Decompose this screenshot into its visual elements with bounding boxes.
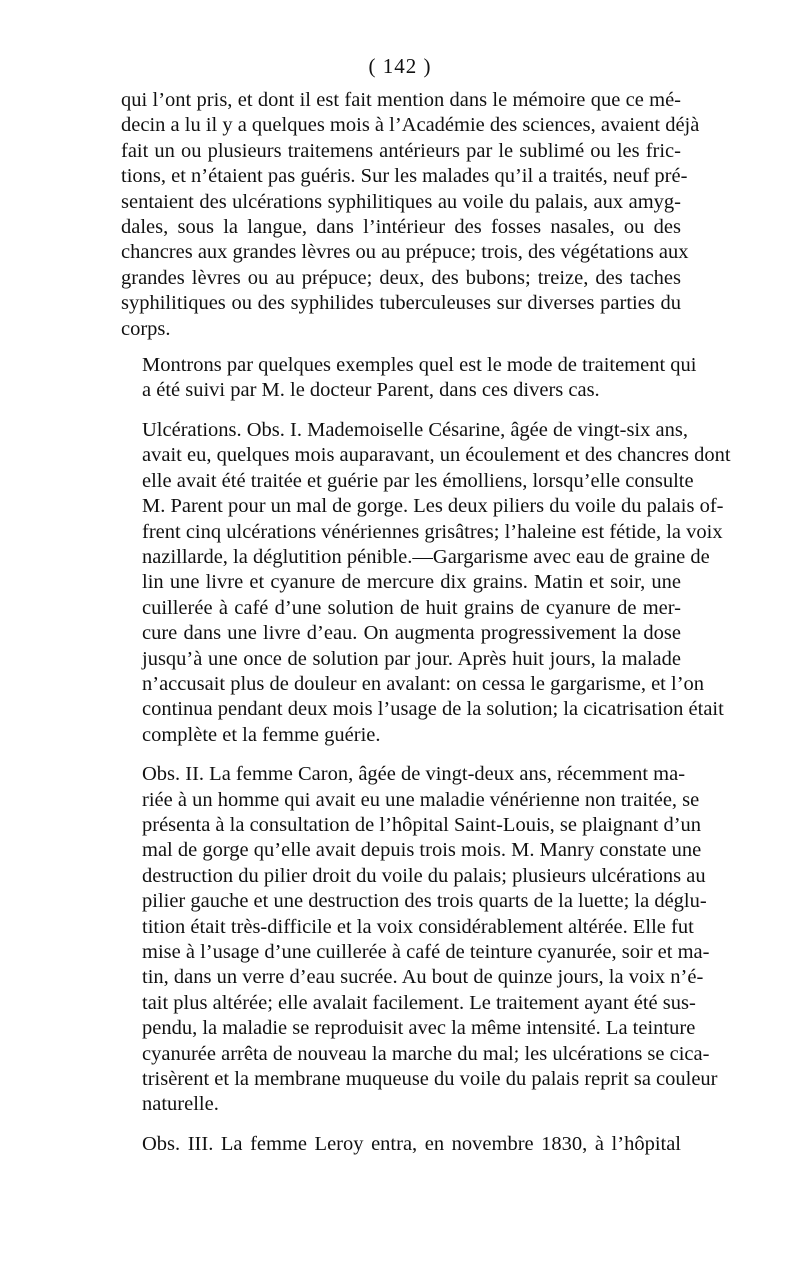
paragraph bbox=[121, 762, 718, 1118]
text-line: jusqu’à une once de solution par jour. Après huit jours, la malade bbox=[142, 647, 681, 670]
text-line: a été suivi par M. le docteur Parent, dans ces divers cas. bbox=[142, 379, 600, 402]
text-line: tions, et n’étaient pas guéris. Sur les malades qu’il a traités, neuf pré- bbox=[121, 165, 688, 188]
text-line: présenta à la consultation de l’hôpital Saint-Louis, se plaignant d’un bbox=[142, 813, 702, 836]
text-line: nazillarde, la déglutition pénible.—Gargarisme avec eau de graine de bbox=[142, 545, 710, 568]
text-line: qui l’ont pris, et dont il est fait mention dans le mémoire que ce mé- bbox=[121, 89, 681, 111]
text-line: riée à un homme qui avait eu une maladie vénérienne non traitée, se bbox=[142, 788, 700, 811]
text-line: sentaient des ulcérations syphilitiques au voile du palais, aux amyg- bbox=[121, 190, 681, 213]
text-line: complète et la femme guérie. bbox=[142, 723, 381, 746]
text-line: avait eu, quelques mois auparavant, un écoulement et des chancres dont bbox=[142, 444, 731, 467]
text-line: grandes lèvres ou au prépuce; deux, des bubons; treize, des taches bbox=[121, 266, 681, 289]
text-line: lin une livre et cyanure de mercure dix grains. Matin et soir, une bbox=[142, 571, 681, 594]
body-text bbox=[121, 88, 731, 1157]
paragraph bbox=[121, 353, 697, 404]
text-line: pendu, la maladie se reproduisit avec la même intensité. La teinture bbox=[142, 1017, 696, 1040]
text-line: cure dans une livre d’eau. On augmenta progressivement la dose bbox=[142, 622, 681, 645]
text-line: continua pendant deux mois l’usage de la solution; la cicatrisation était bbox=[142, 698, 724, 721]
text-line: Ulcérations. Obs. I. Mademoiselle Césarine, âgée de vingt-six ans, bbox=[142, 418, 688, 441]
text-line: tin, dans un verre d’eau sucrée. Au bout de quinze jours, la voix n’é- bbox=[142, 966, 704, 989]
text-line: chancres aux grandes lèvres ou au prépuce; trois, des végétations aux bbox=[121, 241, 689, 264]
text-line: cyanurée arrêta de nouveau la marche du mal; les ulcérations se cica- bbox=[142, 1042, 710, 1065]
text-line: tait plus altérée; elle avalait facilement. Le traitement ayant été sus- bbox=[142, 991, 696, 1014]
text-line: tition était très-difficile et la voix considérablement altérée. Elle fut bbox=[142, 915, 694, 938]
text-line: dales, sous la langue, dans l’intérieur des fosses nasales, ou des bbox=[121, 216, 681, 239]
text-line: M. Parent pour un mal de gorge. Les deux piliers du voile du palais of- bbox=[142, 495, 724, 518]
text-line: Obs. II. La femme Caron, âgée de vingt-deux ans, récemment ma- bbox=[142, 763, 686, 786]
text-line: corps. bbox=[121, 317, 171, 340]
text-line: destruction du pilier droit du voile du palais; plusieurs ulcérations au bbox=[142, 864, 706, 887]
text-line: elle avait été traitée et guérie par les émolliens, lorsqu’elle consulte bbox=[142, 469, 694, 492]
text-line: pilier gauche et une destruction des trois quarts de la luette; la déglu- bbox=[142, 890, 707, 913]
text-line: mise à l’usage d’une cuillerée à café de teinture cyanurée, soir et ma- bbox=[142, 941, 710, 963]
text-line: cuillerée à café d’une solution de huit grains de cyanure de mer- bbox=[142, 596, 681, 619]
text-line: Montrons par quelques exemples quel est le mode de traitement qui bbox=[142, 354, 697, 377]
text-line: n’accusait plus de douleur en avalant: on cessa le gargarisme, et l’on bbox=[142, 672, 705, 695]
text-line: Obs. III. La femme Leroy entra, en novembre 1830, à l’hôpital bbox=[142, 1132, 681, 1155]
text-line: frent cinq ulcérations vénériennes grisâtres; l’haleine est fétide, la voix bbox=[142, 520, 723, 543]
paragraph bbox=[121, 1132, 681, 1157]
text-line: mal de gorge qu’elle avait depuis trois mois. M. Manry constate une bbox=[142, 839, 702, 862]
text-line: syphilitiques ou des syphilides tuberculeuses sur diverses parties du bbox=[121, 292, 681, 315]
text-line: decin a lu il y a quelques mois à l’Académie des sciences, avaient déjà bbox=[121, 114, 700, 137]
page-number: ( 142 ) bbox=[368, 54, 432, 78]
text-line: trisèrent et la membrane muqueuse du voile du palais reprit sa couleur bbox=[142, 1068, 718, 1091]
text-line: fait un ou plusieurs traitemens antérieurs par le sublimé ou les fric- bbox=[121, 139, 681, 162]
paragraph bbox=[121, 88, 700, 342]
text-line: naturelle. bbox=[142, 1093, 219, 1116]
paragraph bbox=[121, 418, 731, 748]
